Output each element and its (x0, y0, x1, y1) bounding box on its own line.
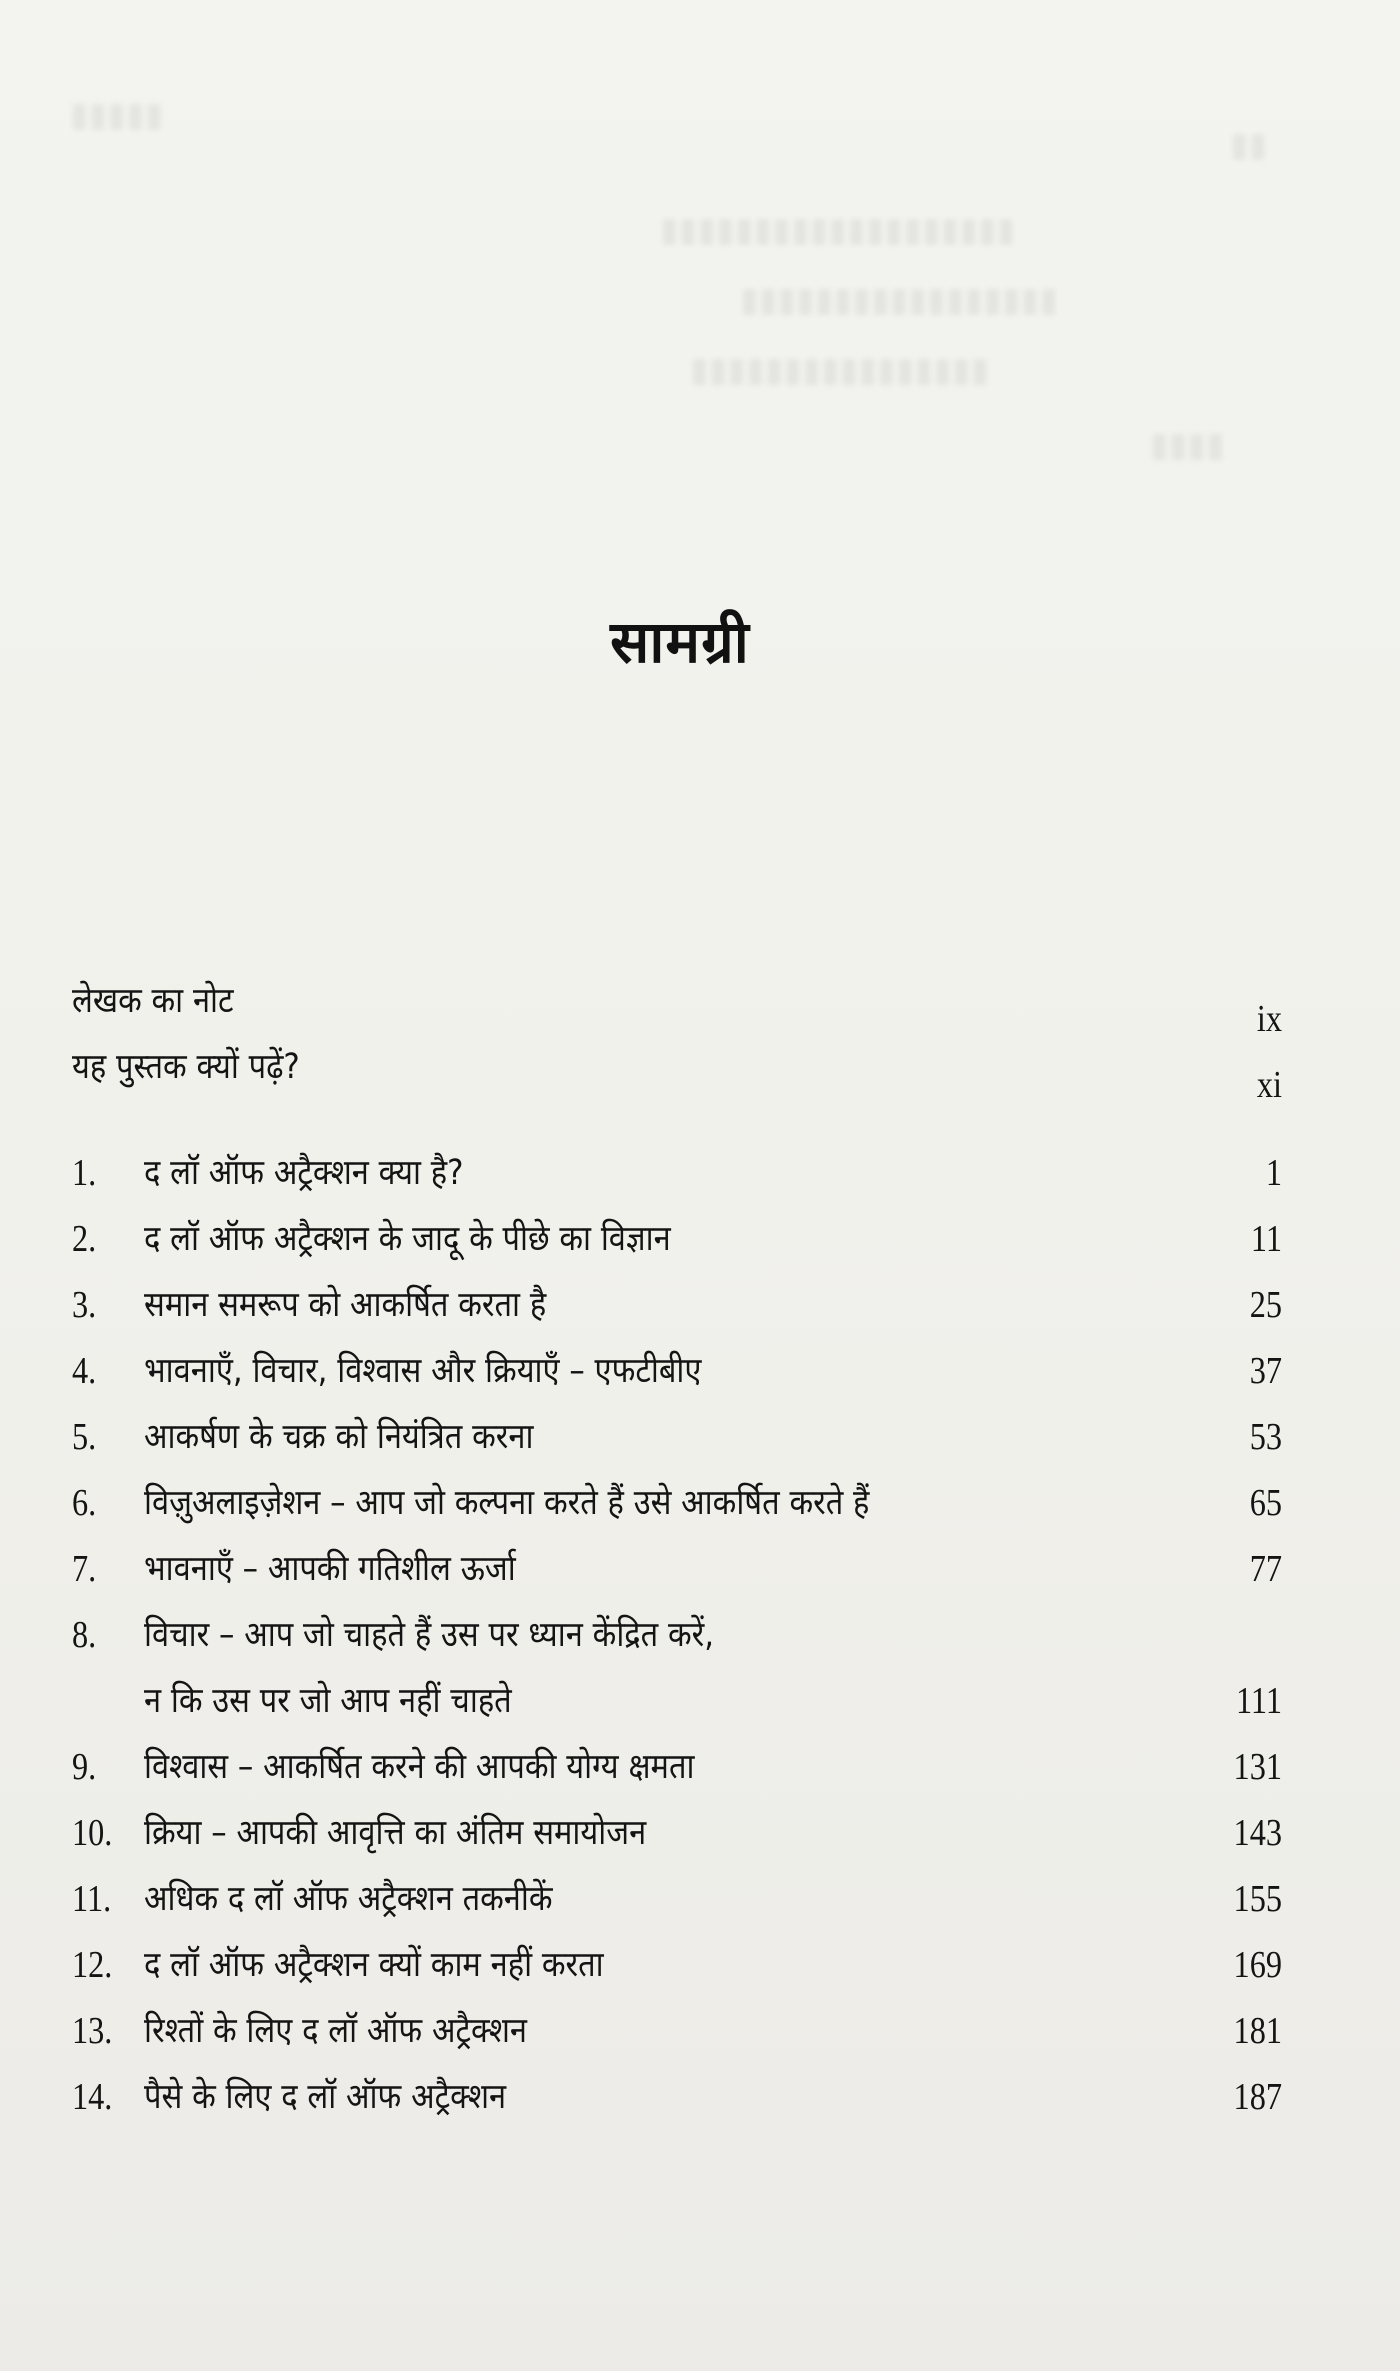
toc-chapter-item[interactable] (72, 1206, 1282, 1272)
chapter-title: द लॉ ऑफ अट्रैक्शन क्यों काम नहीं करता (144, 1945, 604, 1985)
toc-chapter-item[interactable] (72, 1932, 1282, 1998)
chapter-title: द लॉ ऑफ अट्रैक्शन के जादू के पीछे का विज्ञान (144, 1219, 671, 1259)
chapter-title: भावनाएँ, विचार, विश्वास और क्रियाएँ – एफटीबीए (144, 1351, 702, 1391)
toc-chapter-item[interactable] (72, 1470, 1282, 1536)
bleed-through-text: ▮▮▮▮▮▮▮▮▮▮▮▮▮▮▮▮▮ (740, 280, 1059, 320)
toc-chapter-item[interactable] (72, 1404, 1282, 1470)
chapter-number: 14. (72, 2076, 113, 2118)
chapter-title: भावनाएँ – आपकी गतिशील ऊर्जा (144, 1549, 516, 1589)
section-gap (72, 1100, 1282, 1140)
chapter-number: 13. (72, 2010, 113, 2052)
chapter-title: अधिक द लॉ ऑफ अट्रैक्शन तकनीकें (144, 1879, 553, 1919)
toc-page-number: 181 (1233, 2010, 1282, 2052)
toc-page-number: xi (1256, 1064, 1282, 1106)
chapter-number: 9. (72, 1746, 97, 1788)
toc-chapter-item[interactable] (72, 2064, 1282, 2130)
toc-entry-title: लेखक का नोट (72, 981, 234, 1021)
toc-chapter-item[interactable] (72, 1998, 1282, 2064)
chapter-number: 8. (72, 1614, 97, 1656)
toc-chapter-item[interactable] (72, 1734, 1282, 1800)
chapter-number: 10. (72, 1812, 113, 1854)
toc-front-item[interactable] (72, 968, 1282, 1040)
toc-front-item[interactable] (72, 1034, 1282, 1106)
chapter-number: 1. (72, 1152, 97, 1194)
chapter-title: विश्वास – आकर्षित करने की आपकी योग्य क्षमता (144, 1747, 695, 1787)
toc-page-number: 187 (1233, 2076, 1282, 2118)
bleed-through-text: ▮▮▮▮▮ (70, 95, 164, 135)
toc-chapter-item[interactable] (72, 1338, 1282, 1404)
toc-page-number: 53 (1249, 1416, 1282, 1458)
toc-chapter-item[interactable] (72, 1800, 1282, 1866)
toc-chapter-item[interactable] (72, 1536, 1282, 1602)
toc-page-number: 155 (1233, 1878, 1282, 1920)
toc-page-number: 37 (1249, 1350, 1282, 1392)
toc-chapter-item[interactable] (72, 1140, 1282, 1206)
toc-chapter-item[interactable] (72, 1866, 1282, 1932)
bleed-through-text: ▮▮▮▮ (1150, 425, 1225, 465)
toc-page-number: 65 (1249, 1482, 1282, 1524)
bleed-through-text: ▮▮▮▮▮▮▮▮▮▮▮▮▮▮▮▮▮▮▮ (660, 210, 1016, 250)
toc-page-number: 131 (1233, 1746, 1282, 1788)
chapter-number: 6. (72, 1482, 97, 1524)
toc-page-number: 11 (1250, 1218, 1282, 1260)
chapter-title-wrap (144, 1602, 1162, 1734)
chapter-title: विचार – आप जो चाहते हैं उस पर ध्यान केंद्रित करें, (144, 1615, 715, 1655)
chapter-number: 7. (72, 1548, 97, 1590)
bleed-through-text: ▮▮▮▮▮▮▮▮▮▮▮▮▮▮▮▮ (690, 350, 990, 390)
bleed-through-text: ▮▮ (1230, 125, 1268, 165)
chapter-number: 12. (72, 1944, 113, 1986)
toc-chapter-item[interactable] (72, 1272, 1282, 1338)
chapter-title: समान समरूप को आकर्षित करता है (144, 1285, 547, 1325)
chapter-number: 5. (72, 1416, 97, 1458)
toc-page-number: 143 (1233, 1812, 1282, 1854)
chapter-title: रिश्तों के लिए द लॉ ऑफ अट्रैक्शन (144, 2011, 528, 2051)
toc-page-number: 111 (1235, 1680, 1282, 1722)
chapter-title: क्रिया – आपकी आवृत्ति का अंतिम समायोजन (144, 1813, 647, 1853)
toc-entry-title: यह पुस्तक क्यों पढ़ें? (72, 1047, 300, 1087)
chapter-title: विज़ुअलाइज़ेशन – आप जो कल्पना करते हैं उसे आकर्षित करते हैं (144, 1483, 870, 1523)
page-title: सामग्री (610, 608, 750, 676)
chapter-title-line2: न कि उस पर जो आप नहीं चाहते (144, 1681, 512, 1721)
toc-chapter-item[interactable] (72, 1602, 1282, 1734)
chapter-title: पैसे के लिए द लॉ ऑफ अट्रैक्शन (144, 2077, 507, 2117)
chapter-number: 2. (72, 1218, 97, 1260)
toc-page-number: ix (1256, 998, 1282, 1040)
chapter-number: 11. (72, 1878, 112, 1920)
toc-page-number: 25 (1249, 1284, 1282, 1326)
chapter-title: द लॉ ऑफ अट्रैक्शन क्या है? (144, 1153, 464, 1193)
chapter-number: 3. (72, 1284, 97, 1326)
toc-page-number: 77 (1249, 1548, 1282, 1590)
table-of-contents (72, 968, 1282, 2130)
chapter-title: आकर्षण के चक्र को नियंत्रित करना (144, 1417, 534, 1457)
toc-page-number: 1 (1265, 1152, 1282, 1194)
toc-page-number: 169 (1233, 1944, 1282, 1986)
chapter-number: 4. (72, 1350, 97, 1392)
